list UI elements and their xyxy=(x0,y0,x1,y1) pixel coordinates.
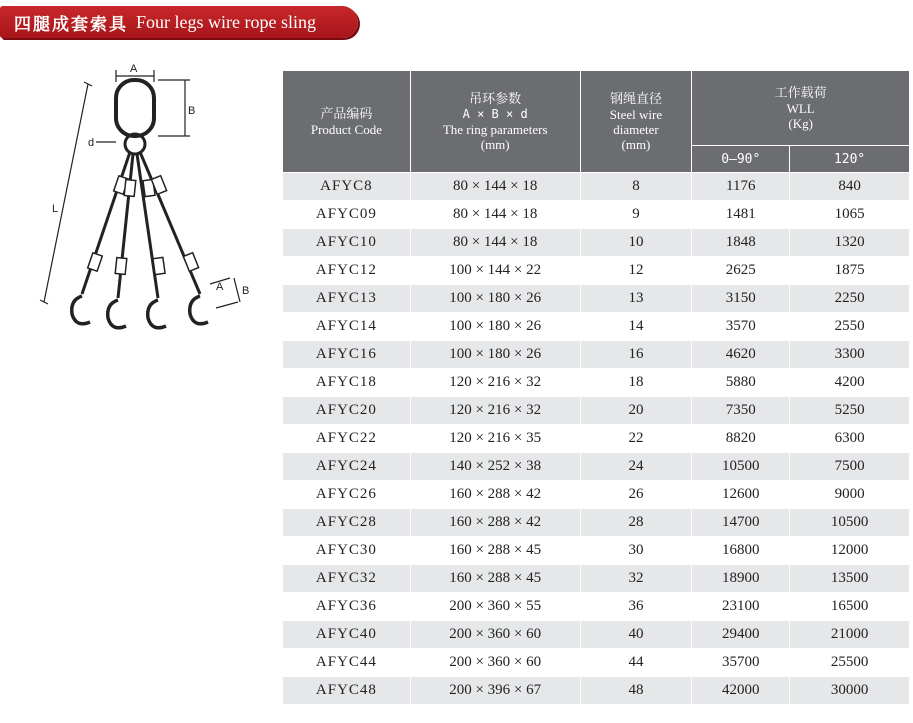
wll-0-90-cell: 16800 xyxy=(692,537,790,565)
product-code-cell: AFYC44 xyxy=(283,649,411,677)
wll-120-cell: 30000 xyxy=(790,677,910,705)
wire-diameter-cell: 26 xyxy=(580,481,692,509)
wll-120-cell: 10500 xyxy=(790,509,910,537)
ring-params-cell: 100 × 144 × 22 xyxy=(410,257,580,285)
table-row xyxy=(283,481,910,509)
table-row xyxy=(283,341,910,369)
wire-diameter-cell: 28 xyxy=(580,509,692,537)
table-row xyxy=(283,369,910,397)
ring-params-cell: 100 × 180 × 26 xyxy=(410,285,580,313)
wll-120-cell: 13500 xyxy=(790,565,910,593)
product-code-cell: AFYC10 xyxy=(283,229,411,257)
wll-120-cell: 7500 xyxy=(790,453,910,481)
wire-diameter-cell: 12 xyxy=(580,257,692,285)
label-L: L xyxy=(52,203,59,215)
header-wll-0-90: 0—90° xyxy=(692,146,790,173)
title-banner xyxy=(0,6,358,38)
product-code-cell: AFYC36 xyxy=(283,593,411,621)
wll-0-90-cell: 1481 xyxy=(692,201,790,229)
table-row xyxy=(283,537,910,565)
wll-120-cell: 3300 xyxy=(790,341,910,369)
table-row xyxy=(283,285,910,313)
wire-diameter-cell: 48 xyxy=(580,677,692,705)
ring-params-cell: 80 × 144 × 18 xyxy=(410,201,580,229)
spec-table-body xyxy=(283,173,910,705)
table-row xyxy=(283,173,910,201)
wire-diameter-cell: 36 xyxy=(580,593,692,621)
table-row xyxy=(283,621,910,649)
wll-120-cell: 4200 xyxy=(790,369,910,397)
wll-0-90-cell: 8820 xyxy=(692,425,790,453)
header-product-code: 产品编码 Product Code xyxy=(283,71,411,173)
product-code-cell: AFYC12 xyxy=(283,257,411,285)
wire-diameter-cell: 9 xyxy=(580,201,692,229)
wll-120-cell: 2550 xyxy=(790,313,910,341)
wire-diameter-cell: 10 xyxy=(580,229,692,257)
ring-params-cell: 80 × 144 × 18 xyxy=(410,173,580,201)
wll-0-90-cell: 4620 xyxy=(692,341,790,369)
wll-0-90-cell: 7350 xyxy=(692,397,790,425)
header-wll: 工作载荷 WLL (Kg) xyxy=(692,71,910,146)
title-chinese: 四腿成套索具 xyxy=(14,14,128,35)
ring-params-cell: 200 × 396 × 67 xyxy=(410,677,580,705)
wire-diameter-cell: 18 xyxy=(580,369,692,397)
table-row xyxy=(283,677,910,705)
sling-diagram xyxy=(30,62,260,342)
label-A: A xyxy=(130,63,138,75)
ring-params-cell: 120 × 216 × 32 xyxy=(410,369,580,397)
wire-diameter-cell: 8 xyxy=(580,173,692,201)
label-d: d xyxy=(88,137,95,149)
wll-0-90-cell: 42000 xyxy=(692,677,790,705)
header-ring-parameters: 吊环参数 A × B × d The ring parameters (mm) xyxy=(410,71,580,173)
table-row xyxy=(283,593,910,621)
wll-0-90-cell: 10500 xyxy=(692,453,790,481)
table-row xyxy=(283,425,910,453)
product-code-cell: AFYC48 xyxy=(283,677,411,705)
wll-0-90-cell: 29400 xyxy=(692,621,790,649)
rope-leg-3 xyxy=(137,154,158,298)
ring-params-cell: 140 × 252 × 38 xyxy=(410,453,580,481)
product-code-cell: AFYC18 xyxy=(283,369,411,397)
product-code-cell: AFYC8 xyxy=(283,173,411,201)
label-hook-A: A xyxy=(216,281,224,293)
wll-120-cell: 1320 xyxy=(790,229,910,257)
wll-120-cell: 1065 xyxy=(790,201,910,229)
wll-0-90-cell: 14700 xyxy=(692,509,790,537)
wll-120-cell: 2250 xyxy=(790,285,910,313)
header-wll-120: 120° xyxy=(790,146,910,173)
wll-120-cell: 1875 xyxy=(790,257,910,285)
spec-table xyxy=(282,70,910,705)
table-row xyxy=(283,397,910,425)
wll-0-90-cell: 1848 xyxy=(692,229,790,257)
rope-leg-4 xyxy=(140,152,200,294)
table-row xyxy=(283,565,910,593)
header-wire-diameter: 钢绳直径 Steel wire diameter (mm) xyxy=(580,71,692,173)
hook-4 xyxy=(190,296,208,324)
ring-params-cell: 120 × 216 × 35 xyxy=(410,425,580,453)
product-code-cell: AFYC09 xyxy=(283,201,411,229)
ring-params-cell: 120 × 216 × 32 xyxy=(410,397,580,425)
wll-120-cell: 12000 xyxy=(790,537,910,565)
hook-3 xyxy=(148,300,166,328)
wll-0-90-cell: 3570 xyxy=(692,313,790,341)
wire-diameter-cell: 40 xyxy=(580,621,692,649)
wll-0-90-cell: 5880 xyxy=(692,369,790,397)
product-code-cell: AFYC16 xyxy=(283,341,411,369)
wll-120-cell: 21000 xyxy=(790,621,910,649)
wire-diameter-cell: 13 xyxy=(580,285,692,313)
table-row xyxy=(283,201,910,229)
wll-120-cell: 6300 xyxy=(790,425,910,453)
wll-120-cell: 25500 xyxy=(790,649,910,677)
wll-0-90-cell: 12600 xyxy=(692,481,790,509)
ring-params-cell: 200 × 360 × 60 xyxy=(410,621,580,649)
product-code-cell: AFYC30 xyxy=(283,537,411,565)
wll-0-90-cell: 35700 xyxy=(692,649,790,677)
wll-0-90-cell: 2625 xyxy=(692,257,790,285)
product-code-cell: AFYC14 xyxy=(283,313,411,341)
wll-0-90-cell: 1176 xyxy=(692,173,790,201)
ring-params-cell: 100 × 180 × 26 xyxy=(410,341,580,369)
product-code-cell: AFYC26 xyxy=(283,481,411,509)
wire-diameter-cell: 32 xyxy=(580,565,692,593)
table-row xyxy=(283,453,910,481)
product-code-cell: AFYC22 xyxy=(283,425,411,453)
label-hook-B: B xyxy=(242,285,250,297)
ring-params-cell: 80 × 144 × 18 xyxy=(410,229,580,257)
table-row xyxy=(283,229,910,257)
title-english: Four legs wire rope sling xyxy=(136,11,316,32)
table-row xyxy=(283,649,910,677)
master-ring xyxy=(116,80,154,136)
product-code-cell: AFYC28 xyxy=(283,509,411,537)
product-code-cell: AFYC40 xyxy=(283,621,411,649)
wire-diameter-cell: 44 xyxy=(580,649,692,677)
wire-diameter-cell: 14 xyxy=(580,313,692,341)
hook-1 xyxy=(72,296,90,324)
table-row xyxy=(283,257,910,285)
ring-params-cell: 200 × 360 × 60 xyxy=(410,649,580,677)
ring-params-cell: 160 × 288 × 42 xyxy=(410,481,580,509)
product-code-cell: AFYC20 xyxy=(283,397,411,425)
ring-params-cell: 160 × 288 × 42 xyxy=(410,509,580,537)
ring-params-cell: 160 × 288 × 45 xyxy=(410,565,580,593)
wll-120-cell: 16500 xyxy=(790,593,910,621)
wll-0-90-cell: 18900 xyxy=(692,565,790,593)
product-code-cell: AFYC13 xyxy=(283,285,411,313)
ring-params-cell: 200 × 360 × 55 xyxy=(410,593,580,621)
table-row xyxy=(283,509,910,537)
table-row xyxy=(283,313,910,341)
hook-2 xyxy=(108,300,126,328)
product-code-cell: AFYC24 xyxy=(283,453,411,481)
wire-diameter-cell: 22 xyxy=(580,425,692,453)
wll-120-cell: 840 xyxy=(790,173,910,201)
wll-0-90-cell: 3150 xyxy=(692,285,790,313)
wire-diameter-cell: 24 xyxy=(580,453,692,481)
wll-0-90-cell: 23100 xyxy=(692,593,790,621)
wll-120-cell: 5250 xyxy=(790,397,910,425)
product-code-cell: AFYC32 xyxy=(283,565,411,593)
label-B: B xyxy=(188,105,196,117)
wire-diameter-cell: 16 xyxy=(580,341,692,369)
wire-diameter-cell: 20 xyxy=(580,397,692,425)
wire-diameter-cell: 30 xyxy=(580,537,692,565)
wll-120-cell: 9000 xyxy=(790,481,910,509)
ring-params-cell: 160 × 288 × 45 xyxy=(410,537,580,565)
ring-params-cell: 100 × 180 × 26 xyxy=(410,313,580,341)
